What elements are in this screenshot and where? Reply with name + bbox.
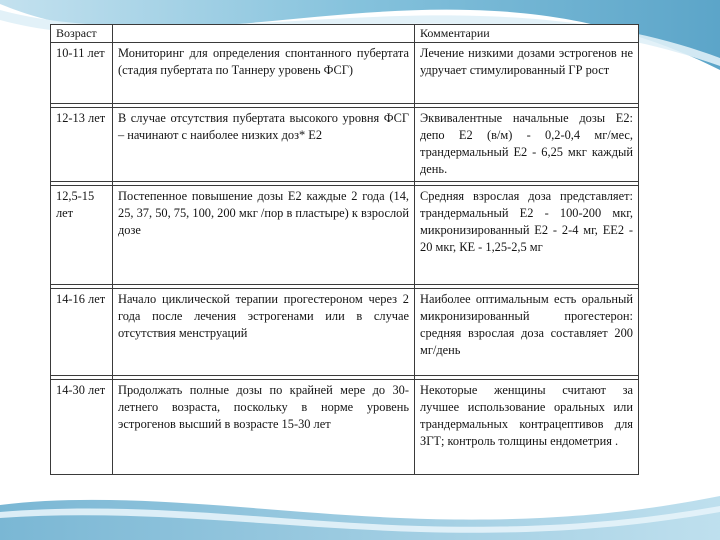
table-row — [51, 380, 639, 475]
header-comments: Комментарии — [415, 25, 639, 43]
action-cell: Начало циклической терапии прогестероном через 2 года после лечения эстрогенами или в случае отсутствия менструаций — [113, 289, 415, 376]
table-row — [51, 186, 639, 285]
comment-cell: Наиболее оптимальным есть оральный микронизированный прогестерон: средняя взрослая доза составляет 200 мг/день — [415, 289, 639, 376]
table-row — [51, 289, 639, 376]
comment-cell: Средняя взрослая доза представляет: трандермальный Е2 - 100-200 мкг, микронизированный Е2 - 2-4 мг, ЕЕ2 - 20 мкг, КЕ - 1,25-2,5 мг — [415, 186, 639, 285]
header-middle — [113, 25, 415, 43]
table-row — [51, 108, 639, 182]
age-cell: 10-11 лет — [51, 43, 113, 104]
table-header-row — [51, 25, 639, 43]
age-cell: 12-13 лет — [51, 108, 113, 182]
action-cell: Продолжать полные дозы по крайней мере до 30-летнего возраста, поскольку в норме уровень эстрогенов высший в возрасте 15-30 лет — [113, 380, 415, 475]
action-cell: Мониторинг для определения спонтанного пубертата (стадия пубертата по Таннеру уровень ФСГ) — [113, 43, 415, 104]
age-cell: 12,5-15 лет — [51, 186, 113, 285]
age-cell: 14-30 лет — [51, 380, 113, 475]
action-cell: В случае отсутствия пубертата высокого уровня ФСГ – начинают с наиболее низких доз* Е2 — [113, 108, 415, 182]
table-row — [51, 43, 639, 104]
estrogen-therapy-table — [50, 24, 639, 475]
header-age: Возраст — [51, 25, 113, 43]
age-cell: 14-16 лет — [51, 289, 113, 376]
comment-cell: Некоторые женщины считают за лучшее использование оральных или трандермальных контрацептивов для ЗГТ; контроль толщины ендометрия . — [415, 380, 639, 475]
comment-cell: Эквивалентные начальные дозы Е2: депо Е2 (в/м) - 0,2-0,4 мг/мес, трандермальный Е2 - 6,25 мкг каждый день. — [415, 108, 639, 182]
action-cell: Постепенное повышение дозы Е2 каждые 2 года (14, 25, 37, 50, 75, 100, 200 мкг /пор в пластыре) к взрослой дозе — [113, 186, 415, 285]
bottom-wave-decoration — [0, 496, 720, 540]
comment-cell: Лечение низкими дозами эстрогенов не удручает стимулированный ГР рост — [415, 43, 639, 104]
estrogen-therapy-table-container — [50, 24, 638, 475]
